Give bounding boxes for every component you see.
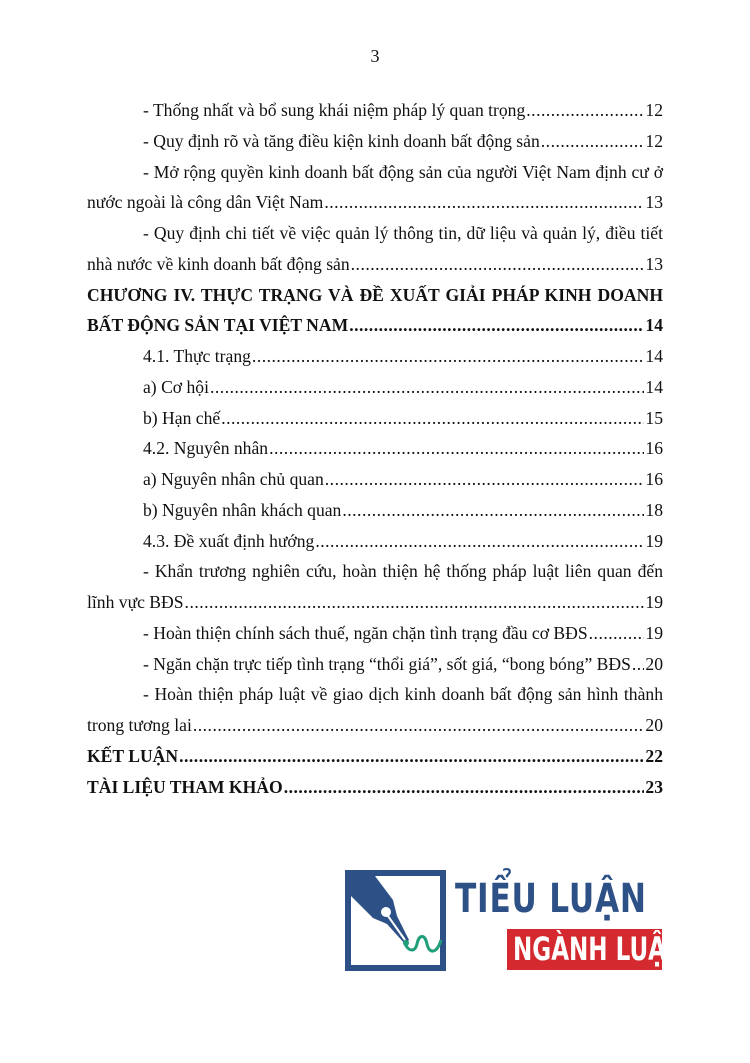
fountain-pen-icon: [345, 870, 446, 971]
dot-leader: [315, 526, 644, 557]
dot-leader: [541, 126, 645, 157]
logo-badge: [507, 929, 682, 970]
toc-entry-page: 20: [645, 715, 663, 735]
toc-entry-page: 12: [645, 100, 663, 120]
toc-entry-page: 16: [645, 438, 663, 459]
dot-leader: [185, 587, 645, 618]
toc-entry-title: - Hoàn thiện chính sách thuế, ngăn chặn tình trạng đầu cơ BĐS: [143, 622, 588, 643]
toc-entry[interactable]: [87, 372, 663, 403]
toc-entry-title: 4.1. Thực trạng: [143, 346, 251, 366]
toc-entry-title: lĩnh vực BĐS: [87, 592, 184, 612]
dot-leader: [325, 464, 645, 495]
toc-entry-title: - Ngăn chặn trực tiếp tình trạng “thổi giá”, sốt giá, “bong bóng” BĐS: [143, 653, 631, 674]
toc-entry[interactable]: - Hoàn thiện pháp luật về giao dịch kinh doanh bất động sản hình thành: [143, 684, 663, 705]
toc-entry-page: 16: [645, 469, 663, 489]
dot-leader: [324, 187, 644, 218]
toc-entry-page: 13: [645, 192, 663, 213]
toc-entry[interactable]: [87, 403, 663, 434]
dot-leader: [526, 95, 644, 126]
toc-entry-page: 12: [645, 130, 663, 151]
toc-entry-title: TÀI LIỆU THAM KHẢO: [87, 776, 283, 797]
toc-entry-page: 19: [645, 592, 663, 612]
toc-entry-page: 13: [645, 253, 663, 274]
toc-entry-title: a) Nguyên nhân chủ quan: [143, 469, 324, 489]
toc-entry-page: 14: [645, 346, 663, 366]
dot-leader: [351, 249, 645, 280]
toc-entry[interactable]: [87, 187, 663, 218]
toc-entry[interactable]: [87, 95, 663, 126]
dot-leader: [342, 495, 644, 526]
dot-leader: [221, 403, 644, 434]
toc-entry[interactable]: [87, 710, 663, 741]
toc-entry-title: KẾT LUẬN: [87, 745, 179, 766]
toc-entry-title: 4.3. Đề xuất định hướng: [143, 530, 315, 551]
toc-entry[interactable]: [87, 464, 663, 495]
dot-leader: [269, 433, 644, 464]
toc-entry-page: 19: [645, 622, 663, 643]
toc-entry-page: 22: [645, 745, 663, 766]
toc-entry[interactable]: [87, 310, 663, 341]
toc-entry-title: b) Nguyên nhân khách quan: [143, 499, 342, 520]
toc-entry-title: - Thống nhất và bổ sung khái niệm pháp lý quan trọng: [143, 100, 526, 120]
toc-entry-title: nhà nước về kinh doanh bất động sản: [87, 253, 350, 274]
toc-entry[interactable]: [87, 649, 663, 680]
logo-title: TIỂU LUẬN: [455, 876, 647, 922]
dot-leader: [210, 372, 644, 403]
toc-entry[interactable]: [87, 433, 663, 464]
dot-leader: [632, 649, 645, 680]
toc-entry[interactable]: [87, 587, 663, 618]
toc-entry[interactable]: [87, 341, 663, 372]
dot-leader: [179, 741, 644, 772]
toc-entry[interactable]: - Quy định chi tiết về việc quản lý thông tin, dữ liệu và quản lý, điều tiết: [143, 223, 663, 243]
page-number: 3: [370, 46, 380, 66]
toc-entry-page: 18: [645, 499, 663, 520]
toc-entry[interactable]: [87, 772, 663, 803]
table-of-contents: [87, 95, 663, 802]
toc-entry-title: b) Hạn chế: [143, 407, 221, 428]
toc-entry-title: BẤT ĐỘNG SẢN TẠI VIỆT NAM: [87, 315, 349, 336]
dot-leader: [349, 310, 644, 341]
dot-leader: [252, 341, 644, 372]
toc-entry[interactable]: - Khẩn trương nghiên cứu, hoàn thiện hệ thống pháp luật liên quan đến: [143, 561, 663, 582]
toc-entry-page: 19: [645, 530, 663, 551]
toc-entry-page: 20: [645, 653, 663, 674]
toc-entry[interactable]: [87, 618, 663, 649]
toc-entry-title: a) Cơ hội: [143, 376, 209, 397]
toc-entry-title: nước ngoài là công dân Việt Nam: [87, 192, 324, 213]
toc-entry[interactable]: [87, 249, 663, 280]
toc-entry-page: 14: [645, 315, 663, 336]
logo: [345, 870, 682, 972]
toc-entry[interactable]: [87, 495, 663, 526]
dot-leader: [193, 710, 645, 741]
toc-entry-title: 4.2. Nguyên nhân: [143, 438, 269, 459]
toc-entry[interactable]: CHƯƠNG IV. THỰC TRẠNG VÀ ĐỀ XUẤT GIẢI PHÁP KINH DOANH: [87, 284, 663, 305]
toc-entry[interactable]: [87, 126, 663, 157]
toc-entry-title: - Quy định rõ và tăng điều kiện kinh doanh bất động sản: [143, 130, 540, 151]
toc-entry[interactable]: [87, 741, 663, 772]
dot-leader: [284, 772, 645, 803]
toc-entry-page: 14: [645, 376, 663, 397]
toc-entry[interactable]: [87, 526, 663, 557]
toc-entry-title: trong tương lai: [87, 715, 192, 735]
toc-entry-page: 23: [645, 776, 663, 797]
logo-badge-text: NGÀNH LUẬT: [513, 930, 682, 968]
toc-entry-page: 15: [645, 407, 663, 428]
toc-entry[interactable]: - Mở rộng quyền kinh doanh bất động sản của người Việt Nam định cư ở: [143, 161, 663, 182]
dot-leader: [589, 618, 645, 649]
